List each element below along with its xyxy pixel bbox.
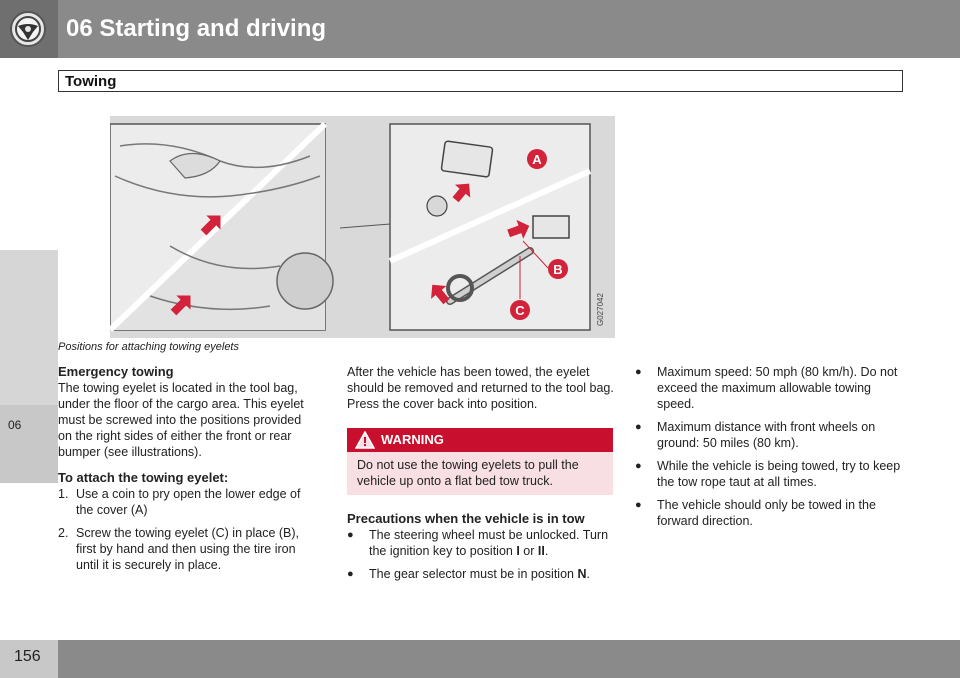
limit-text: Maximum distance with front wheels on ground: 50 miles (80 km). [657, 420, 876, 450]
bullet-icon: ● [635, 460, 642, 472]
callout-a-label: A [532, 152, 542, 167]
attach-eyelet-heading: To attach the towing eyelet: [58, 470, 229, 485]
list-item [635, 419, 910, 451]
figure-code: G027042 [596, 293, 605, 326]
precautions-list [347, 527, 615, 582]
callout-a [527, 149, 547, 169]
callout-b-label: B [553, 262, 563, 277]
figure-caption: Positions for attaching towing eyelets [58, 341, 239, 353]
list-item [58, 525, 316, 573]
limit-text: The vehicle should only be towed in the forward direction. [657, 498, 876, 528]
chapter-tab[interactable] [0, 405, 58, 483]
page-number: 156 [14, 648, 41, 665]
after-towing-text: After the vehicle has been towed, the eyelet should be removed and returned to the tool bag. Press the cover back into position. [347, 365, 614, 411]
precautions-heading: Precautions when the vehicle is in tow [347, 511, 585, 526]
steering-wheel-icon [9, 10, 47, 48]
attach-steps-list [58, 486, 316, 573]
list-item [635, 497, 910, 529]
warning-header [347, 428, 613, 452]
list-item [347, 527, 615, 559]
bullet-icon: ● [635, 499, 642, 511]
step-text: Screw the towing eyelet (C) in place (B), first by hand and then using the tire iron until it is securely in place. [76, 526, 300, 572]
list-item [635, 458, 910, 490]
bullet-icon: ● [347, 568, 354, 580]
section-title-box [58, 70, 903, 92]
section-title: Towing [65, 73, 117, 90]
page-footer [0, 640, 960, 678]
callout-c-label: C [515, 303, 525, 318]
column-after-towing [347, 364, 615, 589]
limit-text: While the vehicle is being towed, try to keep the tow rope taut at all times. [657, 459, 901, 489]
step-text: Use a coin to pry open the lower edge of the cover (A) [76, 487, 301, 517]
step-number: 2. [58, 526, 69, 540]
precaution-text: The gear selector must be in position N. [369, 567, 590, 581]
warning-text: Do not use the towing eyelets to pull the vehicle up onto a flat bed tow truck. [347, 452, 613, 495]
list-item [347, 566, 615, 582]
warning-title: WARNING [381, 432, 444, 447]
limit-text: Maximum speed: 50 mph (80 km/h). Do not exceed the maximum allowable towing speed. [657, 365, 898, 411]
list-item [635, 364, 910, 412]
precaution-text: The steering wheel must be unlocked. Turn the ignition key to position I or II. [369, 528, 609, 558]
chapter-title: 06 Starting and driving [66, 15, 327, 42]
chapter-tab-label: 06 [8, 418, 22, 432]
bullet-icon: ● [635, 366, 642, 378]
bullet-icon: ● [347, 529, 354, 541]
warning-box [347, 428, 613, 495]
step-number: 1. [58, 487, 69, 501]
warning-triangle-icon [355, 431, 375, 449]
illustration-svg [110, 116, 615, 338]
bullet-icon: ● [635, 421, 642, 433]
emergency-towing-body: The towing eyelet is located in the tool bag, under the floor of the cargo area. This eyelet must be screwed into the positions provided on the right sides of either the front or rear bumper (see illustrations). [58, 381, 304, 459]
emergency-towing-heading: Emergency towing [58, 364, 174, 379]
limits-list [635, 364, 910, 529]
column-emergency-towing [58, 364, 316, 580]
header-logo-block [0, 0, 58, 58]
list-item [58, 486, 316, 518]
towing-eyelet-illustration [110, 116, 615, 338]
column-towing-limits [635, 364, 910, 536]
